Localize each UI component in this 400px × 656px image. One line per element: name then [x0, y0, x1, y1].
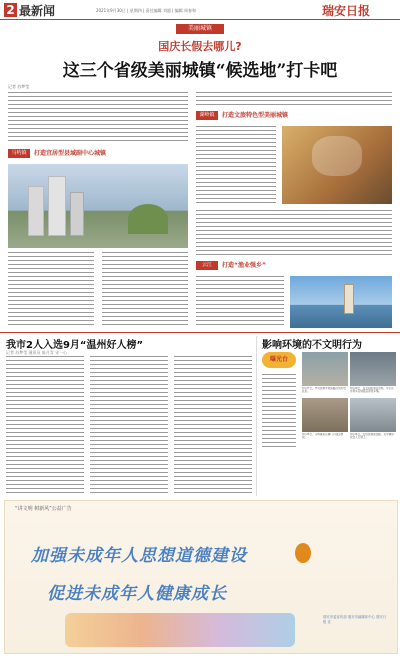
balloon-icon — [295, 543, 311, 563]
hands-shape — [312, 136, 362, 176]
section-heading-1 — [196, 110, 392, 122]
exposure-photo-3 — [302, 398, 348, 432]
building-shape — [48, 176, 66, 236]
header-rule — [0, 19, 400, 20]
tag-badge-3: 云江 — [196, 261, 218, 270]
building-shape — [28, 186, 44, 236]
town-photo — [8, 164, 188, 248]
public-service-ad — [4, 500, 398, 654]
section-heading-2 — [8, 148, 188, 160]
exposure-column — [262, 352, 296, 370]
uncivil-headline: 影响环境的不文明行为 — [262, 340, 362, 351]
lead-intro-text — [8, 92, 188, 142]
harbor-photo — [290, 276, 392, 328]
page-number: 2 — [4, 3, 17, 17]
children-illustration — [65, 613, 295, 647]
heading-title-3: 打造“渔业强乡” — [222, 262, 266, 269]
article-text-col1 — [8, 252, 94, 326]
tree-shape — [128, 204, 168, 234]
good-people-headline: 我市2人入选9月“温州好人榜” — [6, 340, 144, 351]
article-text-col3 — [196, 126, 276, 204]
heading-title-2: 打造宜居型县域副中心城镇 — [34, 150, 107, 157]
good-people-byline: 记者 苏梦莹 通讯员 陈月青 宋一心 — [6, 350, 68, 355]
photo-caption-3: 9月26日，马屿镇某店铺门口随意摆放。 — [302, 433, 344, 439]
exposure-photo-1 — [302, 352, 348, 386]
section-title: 最新闻 — [19, 4, 56, 18]
column-rule — [256, 336, 257, 496]
ad-label: “讲文明 树新风”公益广告 — [15, 506, 72, 512]
photo-caption-1: 9月27日，罗凤街道丰收南路沿线垃圾乱扔。 — [302, 387, 346, 393]
page-header — [0, 0, 400, 20]
heading-title-1: 打造文旅特色型美丽城镇 — [222, 112, 289, 119]
lead-byline: 记者 苏梦莹 — [8, 84, 30, 89]
kicker-badge: 美丽城镇 — [176, 24, 224, 34]
section-divider — [0, 332, 400, 333]
exposure-photo-2 — [350, 352, 396, 386]
lead-subtitle: 国庆长假去哪儿? — [158, 40, 242, 53]
article-text-col2 — [102, 252, 188, 326]
building-shape — [70, 192, 84, 236]
header-meta: 2021年9月30日 | 星期四 | 责任编辑 刘超 | 编辑 周春和 — [96, 8, 197, 13]
article-text-col5 — [196, 276, 284, 328]
good-people-text-col1 — [6, 356, 84, 496]
exposure-badge: 曝光台 — [262, 352, 296, 368]
right-intro-text — [196, 92, 392, 106]
tag-badge-1: 湖岭镇 — [196, 111, 218, 120]
lead-headline: 这三个省级美丽城镇“候选地”打卡吧 — [62, 61, 338, 81]
ad-sponsor: 瑞安市委宣传部 瑞安市融媒体中心 瑞安日报 宣 — [323, 615, 387, 624]
section-heading-3 — [196, 260, 392, 272]
exposure-photo-4 — [350, 398, 396, 432]
good-people-text-col2 — [90, 356, 168, 496]
photo-caption-2: 9月29日，在安阳街道白岩桥，车主在非停车区域随意停放车辆。 — [350, 387, 394, 393]
good-people-text-col3 — [174, 356, 252, 496]
ad-slogan-1: 加强未成年人思想道德建设 — [31, 546, 247, 566]
paper-logo: 瑞安日报 — [322, 4, 371, 18]
ad-slogan-2: 促进未成年人健康成长 — [47, 584, 227, 604]
craft-photo — [282, 126, 392, 204]
lighthouse-shape — [344, 284, 354, 314]
article-text-col4 — [196, 210, 392, 256]
exposure-text — [262, 374, 296, 450]
tag-badge-2: 马屿镇 — [8, 149, 30, 158]
photo-caption-4: 9月26日，安阳街道丽金路，有车辆停放在人行道上。 — [350, 433, 394, 439]
